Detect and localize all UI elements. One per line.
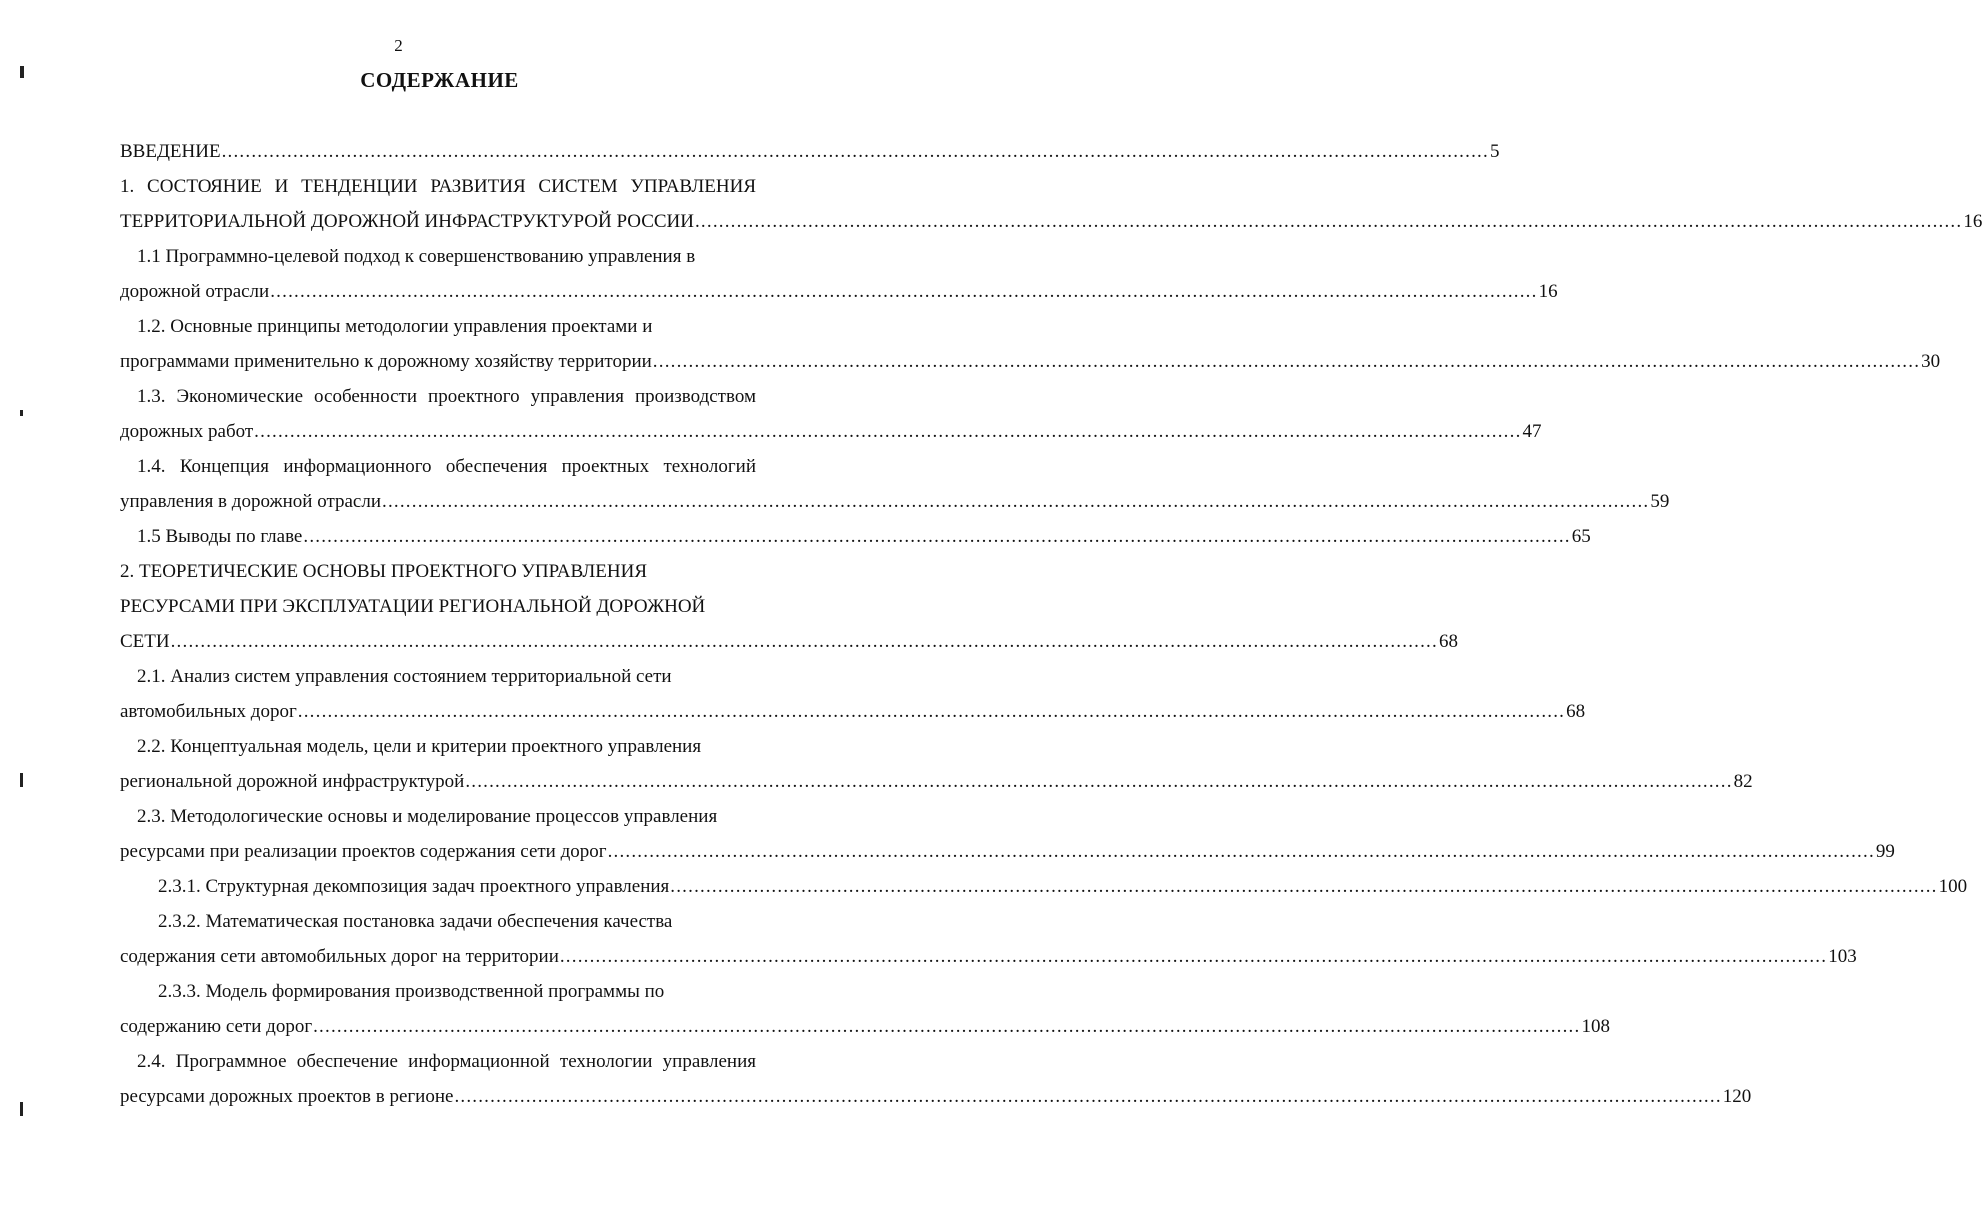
toc-entry-2-4[interactable] xyxy=(120,1044,756,1079)
toc-entry-text: 2.1. Анализ систем управления состоянием территориальной сети xyxy=(137,666,672,687)
toc-entry-text: ресурсами при реализации проектов содержания сети дорог xyxy=(120,841,607,862)
page-title: СОДЕРЖАНИЕ xyxy=(360,68,519,92)
toc-entry-1-2[interactable] xyxy=(120,309,756,344)
toc-page-number: 59 xyxy=(1650,491,1670,512)
leader-dots xyxy=(254,414,1521,449)
toc-page-number: 82 xyxy=(1733,771,1753,792)
toc-entry-text: 2.4. Программное обеспечение информационной технологии управления xyxy=(137,1051,756,1072)
toc-entry-text: 2.3.3. Модель формирования производственной программы по xyxy=(158,981,665,1002)
toc-entry-text: 2. ТЕОРЕТИЧЕСКИЕ ОСНОВЫ ПРОЕКТНОГО УПРАВЛЕНИЯ xyxy=(120,561,648,582)
toc-entry-1-5[interactable] xyxy=(120,519,1591,554)
toc-page-number: 108 xyxy=(1581,1016,1610,1037)
toc-entry-text: 1.3. Экономические особенности проектного управления производством xyxy=(137,386,756,407)
toc-entry-chapter-1-cont[interactable] xyxy=(120,204,1982,239)
toc-page-number: 103 xyxy=(1828,946,1857,967)
toc-page-number: 99 xyxy=(1875,841,1895,862)
toc-page-number: 16 xyxy=(1963,211,1982,232)
toc-entry-text: автомобильных дорог xyxy=(120,701,297,722)
page-number: 2 xyxy=(394,36,403,55)
scan-mark xyxy=(20,1102,23,1116)
leader-dots xyxy=(653,344,1920,379)
toc-entry-2-1-cont[interactable] xyxy=(120,694,1586,729)
toc-page-number: 120 xyxy=(1722,1086,1752,1107)
toc-entry-chapter-2-cont2[interactable] xyxy=(120,624,1458,659)
toc-entry-text: 1.4. Концепция информационного обеспечения проектных технологий xyxy=(137,456,756,477)
table-of-contents xyxy=(120,134,1982,1114)
toc-entry-text: дорожной отрасли xyxy=(120,281,270,302)
toc-entry-2-2-cont[interactable] xyxy=(120,764,1753,799)
leader-dots xyxy=(270,274,1537,309)
toc-page-number: 30 xyxy=(1921,351,1941,372)
toc-entry-1-3[interactable] xyxy=(120,379,756,414)
toc-entry-text: 1. СОСТОЯНИЕ И ТЕНДЕНЦИИ РАЗВИТИЯ СИСТЕМ УПРАВЛЕНИЯ xyxy=(120,176,756,197)
toc-entry-text: 1.1 Программно-целевой подход к совершенствованию управления в xyxy=(137,246,696,267)
toc-entry-1-1-cont[interactable] xyxy=(120,274,1558,309)
toc-entry-2-3-2[interactable] xyxy=(120,904,756,939)
leader-dots xyxy=(608,834,1875,869)
toc-entry-1-4-cont[interactable] xyxy=(120,484,1670,519)
toc-entry-text: содержанию сети дорог xyxy=(120,1016,313,1037)
toc-entry-2-3-cont[interactable] xyxy=(120,834,1895,869)
toc-entry-text: 1.5 Выводы по главе xyxy=(137,526,303,547)
toc-entry-text: программами применительно к дорожному хозяйству территории xyxy=(120,351,652,372)
toc-entry-text: ВВЕДЕНИЕ xyxy=(120,141,221,162)
toc-entry-chapter-1[interactable] xyxy=(120,169,756,204)
leader-dots xyxy=(222,134,1489,169)
scan-mark xyxy=(20,773,23,787)
toc-entry-text: дорожных работ xyxy=(120,421,254,442)
leader-dots xyxy=(382,484,1649,519)
toc-entry-2-3-3[interactable] xyxy=(120,974,756,1009)
toc-entry-text: 2.3.1. Структурная декомпозиция задач проектного управления xyxy=(158,876,670,897)
toc-page-number: 68 xyxy=(1438,631,1458,652)
toc-page-number: 5 xyxy=(1489,141,1500,162)
toc-entry-2-1[interactable] xyxy=(120,659,756,694)
toc-entry-text: управления в дорожной отрасли xyxy=(120,491,381,512)
toc-entry-1-1[interactable] xyxy=(120,239,756,274)
toc-entry-text: РЕСУРСАМИ ПРИ ЭКСПЛУАТАЦИИ РЕГИОНАЛЬНОЙ ДОРОЖНОЙ xyxy=(120,596,706,617)
toc-entry-chapter-2[interactable] xyxy=(120,554,756,589)
toc-entry-2-2[interactable] xyxy=(120,729,756,764)
leader-dots xyxy=(670,869,1937,904)
toc-entry-text: 2.3. Методологические основы и моделирование процессов управления xyxy=(137,806,718,827)
toc-entry-text: 2.3.2. Математическая постановка задачи обеспечения качества xyxy=(158,911,673,932)
toc-page-number: 68 xyxy=(1566,701,1586,722)
toc-entry-text: 2.2. Концептуальная модель, цели и критерии проектного управления xyxy=(137,736,702,757)
leader-dots xyxy=(695,204,1962,239)
toc-entry-intro[interactable] xyxy=(120,134,1500,169)
scan-mark xyxy=(20,66,24,78)
toc-page-number: 47 xyxy=(1522,421,1542,442)
toc-page-number: 100 xyxy=(1938,876,1968,897)
toc-entry-text: СЕТИ xyxy=(120,631,170,652)
toc-page-number: 65 xyxy=(1571,526,1591,547)
toc-page-number: 16 xyxy=(1538,281,1558,302)
toc-entry-text: ресурсами дорожных проектов в регионе xyxy=(120,1086,454,1107)
toc-entry-chapter-2-cont[interactable] xyxy=(120,589,756,624)
leader-dots xyxy=(298,694,1565,729)
leader-dots xyxy=(465,764,1732,799)
leader-dots xyxy=(560,939,1827,974)
toc-entry-2-3-3-cont[interactable] xyxy=(120,1009,1610,1044)
toc-entry-text: региональной дорожной инфраструктурой xyxy=(120,771,465,792)
toc-entry-2-3-1[interactable] xyxy=(120,869,1968,904)
toc-entry-1-2-cont[interactable] xyxy=(120,344,1941,379)
toc-entry-1-3-cont[interactable] xyxy=(120,414,1542,449)
toc-entry-text: ТЕРРИТОРИАЛЬНОЙ ДОРОЖНОЙ ИНФРАСТРУКТУРОЙ РОССИИ xyxy=(120,211,694,232)
leader-dots xyxy=(303,519,1570,554)
toc-entry-2-3[interactable] xyxy=(120,799,756,834)
toc-entry-text: содержания сети автомобильных дорог на территории xyxy=(120,946,559,967)
toc-entry-1-4[interactable] xyxy=(120,449,756,484)
toc-entry-2-3-2-cont[interactable] xyxy=(120,939,1857,974)
leader-dots xyxy=(313,1009,1580,1044)
scan-mark xyxy=(20,410,23,416)
toc-entry-2-4-cont[interactable] xyxy=(120,1079,1752,1114)
leader-dots xyxy=(171,624,1438,659)
toc-entry-text: 1.2. Основные принципы методологии управления проектами и xyxy=(137,316,653,337)
leader-dots xyxy=(454,1079,1721,1114)
